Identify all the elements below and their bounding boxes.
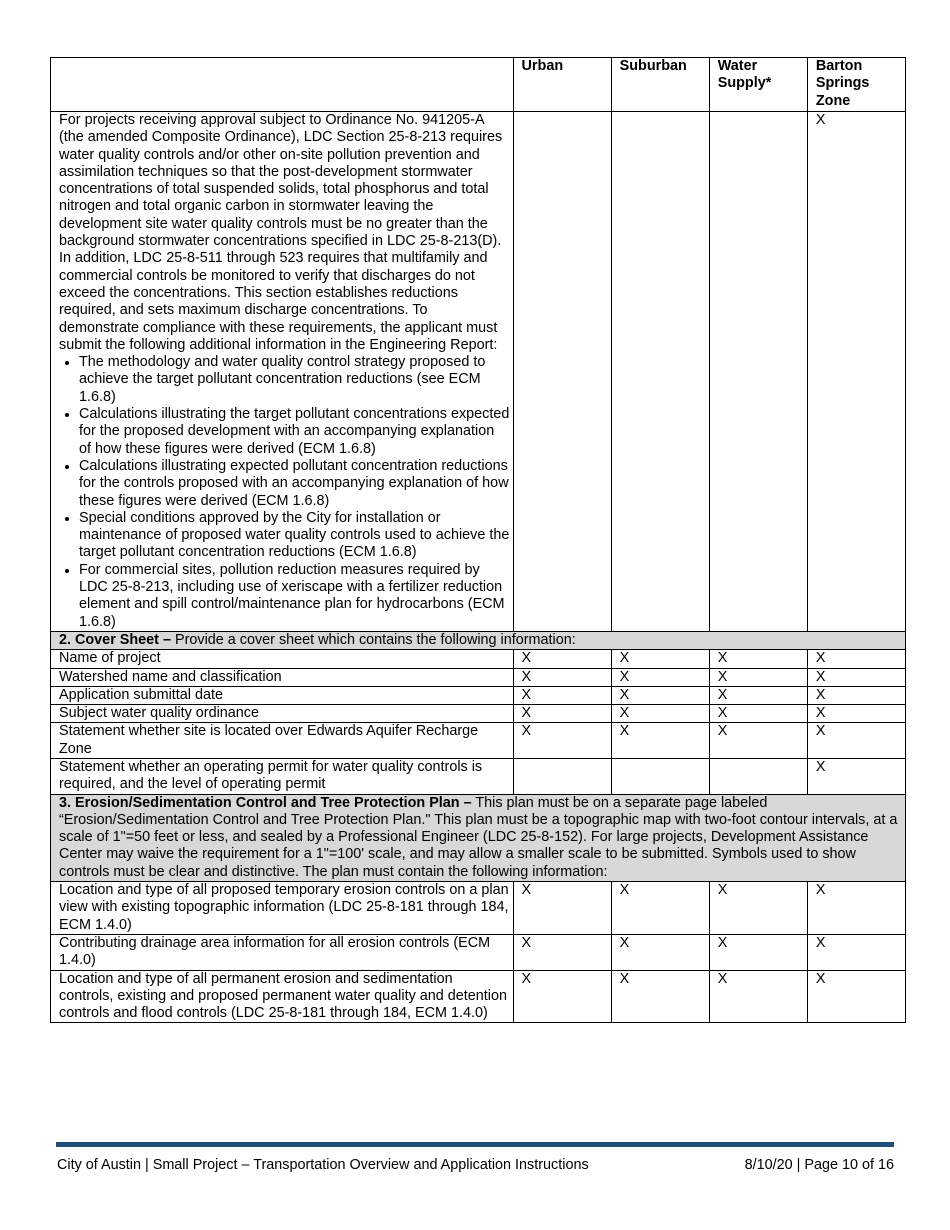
mark-urban: X <box>513 882 611 935</box>
section-2-heading <box>51 631 906 649</box>
mark-water-supply: X <box>709 723 807 759</box>
row-label: Contributing drainage area information for all erosion controls (ECM 1.4.0) <box>51 934 514 970</box>
intro-cell <box>51 112 514 632</box>
mark-water-supply: X <box>709 970 807 1023</box>
mark-barton-springs: X <box>807 882 905 935</box>
row-label: Location and type of all permanent erosion and sedimentation controls, existing and proposed permanent water quality and detention controls and flood controls (LDC 25-8-181 through 184, ECM 1.4.0) <box>51 970 514 1023</box>
mark-urban: X <box>513 668 611 686</box>
mark-barton-springs: X <box>807 650 905 668</box>
mark-water-supply: X <box>709 668 807 686</box>
mark-barton-springs: X <box>807 970 905 1023</box>
mark-urban: X <box>513 970 611 1023</box>
header-suburban: Suburban <box>611 58 709 112</box>
mark-suburban <box>611 758 709 794</box>
header-row <box>51 58 906 112</box>
mark-water-supply: X <box>709 934 807 970</box>
table-row <box>51 934 906 970</box>
mark-barton-springs: X <box>807 723 905 759</box>
mark-suburban: X <box>611 723 709 759</box>
mark-barton-springs: X <box>807 934 905 970</box>
mark-suburban: X <box>611 882 709 935</box>
mark-suburban: X <box>611 668 709 686</box>
table-row <box>51 686 906 704</box>
header-barton-springs: Barton Springs Zone <box>807 58 905 112</box>
table-row <box>51 882 906 935</box>
intro-paragraph: For projects receiving approval subject to Ordinance No. 941205-A (the amended Composite Ordinance), LDC Section 25-8-213 requires water quality controls and/or other on-site pollution prevention and assimilation techniques so that the post-development stormwater concentrations of total suspended solids, total phosphorus and total nitrogen and total organic carbon in stormwater leaving the development site water quality controls must be no greater than the background stormwater concentrations specified in LDC 25-8-213(D). In addition, LDC 25-8-511 through 523 requires that multifamily and commercial controls be monitored to verify that discharges do not exceed the concentrations. This section establishes reductions required, and sets maximum discharge concentrations. To demonstrate compliance with these requirements, the applicant must submit the following additional information in the Engineering Report: <box>59 112 503 353</box>
table-row <box>51 758 906 794</box>
section-3-heading <box>51 794 906 881</box>
requirements-table <box>50 57 906 1023</box>
list-item: • For commercial sites, pollution reduction measures required by LDC 25-8-213, including use of xeriscape with a fertilizer reduction element and spill control/maintenance plan for hydrocarbons (ECM 1.6.8) <box>79 562 510 631</box>
mark-barton-springs: X <box>807 686 905 704</box>
intro-row <box>51 112 906 632</box>
mark-suburban: X <box>611 686 709 704</box>
section-2-lead: 2. Cover Sheet – <box>59 631 171 648</box>
mark-water-supply: X <box>709 686 807 704</box>
row-label: Statement whether an operating permit for water quality controls is required, and the level of operating permit <box>51 758 514 794</box>
intro-bullet-list <box>59 354 510 631</box>
row-label: Statement whether site is located over Edwards Aquifer Recharge Zone <box>51 723 514 759</box>
mark-barton-springs: X <box>807 112 905 632</box>
list-item: • The methodology and water quality control strategy proposed to achieve the target pollutant concentration reductions (see ECM 1.6.8) <box>79 354 510 406</box>
list-item: • Calculations illustrating expected pollutant concentration reductions for the controls proposed with an accompanying explanation of how these figures were derived (ECM 1.6.8) <box>79 458 510 510</box>
header-description <box>51 58 514 112</box>
mark-barton-springs: X <box>807 705 905 723</box>
mark-urban <box>513 758 611 794</box>
section-2-heading-row <box>51 631 906 649</box>
mark-urban <box>513 112 611 632</box>
footer-title: City of Austin | Small Project – Transportation Overview and Application Instructions <box>57 1157 589 1173</box>
mark-suburban: X <box>611 934 709 970</box>
header-urban: Urban <box>513 58 611 112</box>
footer-page-info: 8/10/20 | Page 10 of 16 <box>744 1157 894 1173</box>
section-3-lead: 3. Erosion/Sedimentation Control and Tree Protection Plan – <box>59 794 472 811</box>
mark-urban: X <box>513 723 611 759</box>
table-row <box>51 705 906 723</box>
row-label: Name of project <box>51 650 514 668</box>
mark-suburban: X <box>611 970 709 1023</box>
mark-water-supply <box>709 112 807 632</box>
mark-urban: X <box>513 705 611 723</box>
row-label: Watershed name and classification <box>51 668 514 686</box>
table-row <box>51 970 906 1023</box>
header-water-supply: Water Supply* <box>709 58 807 112</box>
mark-suburban <box>611 112 709 632</box>
mark-water-supply <box>709 758 807 794</box>
section-3-text: This plan must be on a separate page labeled “Erosion/Sedimentation Control and Tree Protection Plan." This plan must be a topographic map with two-foot contour intervals, at a scale of 1"=50 feet or less, and sealed by a Professional Engineer (LDC 25-8-152). For large projects, Development Assistance Center may waive the requirement for a 1"=100' scale, and may allow a smaller scale to be submitted. Symbols used to show controls must be clear and distinctive. The plan must contain the following information: <box>59 794 898 880</box>
footer-rule <box>56 1142 894 1147</box>
mark-barton-springs: X <box>807 668 905 686</box>
mark-urban: X <box>513 650 611 668</box>
mark-suburban: X <box>611 705 709 723</box>
table-row <box>51 650 906 668</box>
row-label: Application submittal date <box>51 686 514 704</box>
table-row <box>51 668 906 686</box>
table-row <box>51 723 906 759</box>
section-3-heading-row <box>51 794 906 881</box>
mark-water-supply: X <box>709 650 807 668</box>
list-item: • Calculations illustrating the target pollutant concentrations expected for the proposed development with an accompanying explanation of how these figures were derived (ECM 1.6.8) <box>79 406 510 458</box>
section-2-text: Provide a cover sheet which contains the following information: <box>170 631 576 648</box>
row-label: Location and type of all proposed temporary erosion controls on a plan view with existing topographic information (LDC 25-8-181 through 184, ECM 1.4.0) <box>51 882 514 935</box>
mark-water-supply: X <box>709 882 807 935</box>
list-item: • Special conditions approved by the City for installation or maintenance of proposed water quality controls used to achieve the target pollutant concentration reductions (ECM 1.6.8) <box>79 510 510 562</box>
row-label: Subject water quality ordinance <box>51 705 514 723</box>
mark-water-supply: X <box>709 705 807 723</box>
mark-urban: X <box>513 934 611 970</box>
mark-barton-springs: X <box>807 758 905 794</box>
mark-urban: X <box>513 686 611 704</box>
mark-suburban: X <box>611 650 709 668</box>
